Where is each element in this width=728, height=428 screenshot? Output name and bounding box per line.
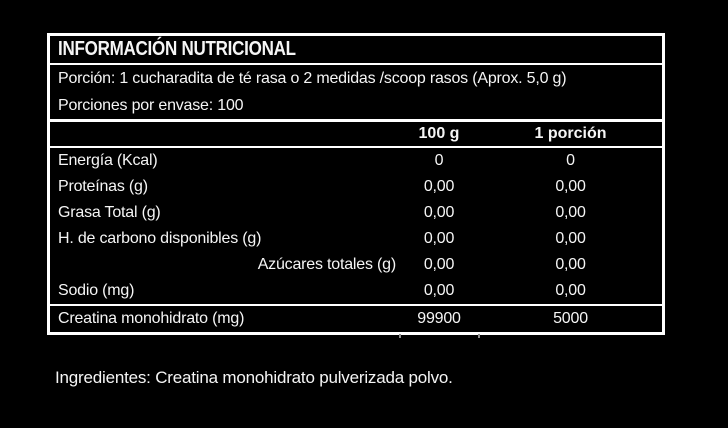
nutrient-name: H. de carbono disponibles (g) xyxy=(58,230,262,247)
nutrient-name: Proteínas (g) xyxy=(58,178,148,195)
nutrient-name: Azúcares totales (g) xyxy=(257,256,396,273)
servings-per-container-line: Porciones por envase: 100 xyxy=(58,97,244,114)
table-row-proteinas xyxy=(50,174,662,200)
column-header-spacer xyxy=(50,122,399,146)
table-row-grasa-total xyxy=(50,200,662,226)
ingredients-line: Ingredientes: Creatina monohidrato pulverizada polvo. xyxy=(55,368,453,387)
nutrient-value-100g: 0,00 xyxy=(423,282,455,299)
nutrient-value-100g: 0,00 xyxy=(423,204,455,221)
nutrient-value-100g: 99900 xyxy=(417,310,461,327)
column-header-portion: 1 porción xyxy=(534,125,607,142)
column-divider-tick xyxy=(399,334,401,338)
nutrient-value-portion: 0,00 xyxy=(555,256,586,273)
table-row-energia xyxy=(50,148,662,174)
table-row-sodio xyxy=(50,278,662,304)
nutrient-name: Energía (Kcal) xyxy=(58,152,158,169)
table-row-creatina-monohidrato xyxy=(50,304,662,332)
column-header-row xyxy=(50,122,662,148)
column-divider-tick xyxy=(478,334,480,338)
nutrient-rows xyxy=(50,148,662,304)
table-row-carbohidratos xyxy=(50,226,662,252)
nutrient-value-100g: 0,00 xyxy=(423,256,455,273)
nutrient-value-100g: 0,00 xyxy=(423,230,455,247)
nutrient-value-portion: 0,00 xyxy=(555,282,586,299)
serving-size-line: Porción: 1 cucharadita de té rasa o 2 medidas /scoop rasos (Aprox. 5,0 g) xyxy=(58,70,567,87)
nutrient-name: Sodio (mg) xyxy=(58,282,135,299)
column-header-100g: 100 g xyxy=(418,125,460,142)
table-row-azucares-totales xyxy=(50,252,662,278)
nutrient-value-portion: 0,00 xyxy=(555,230,586,247)
nutrient-value-portion: 0,00 xyxy=(555,204,586,221)
nutrient-value-portion: 0,00 xyxy=(555,178,586,195)
nutrient-value-100g: 0 xyxy=(434,152,444,169)
nutrient-value-portion: 5000 xyxy=(553,310,588,327)
nutrient-name: Grasa Total (g) xyxy=(58,204,161,221)
nutrition-title-bar xyxy=(50,36,662,65)
nutrition-title: INFORMACIÓN NUTRICIONAL xyxy=(58,38,296,60)
nutrient-name: Creatina monohidrato (mg) xyxy=(58,310,245,327)
nutrition-table xyxy=(47,33,665,335)
serving-section xyxy=(50,65,662,122)
nutrient-value-100g: 0,00 xyxy=(423,178,455,195)
nutrient-value-portion: 0 xyxy=(566,152,575,169)
